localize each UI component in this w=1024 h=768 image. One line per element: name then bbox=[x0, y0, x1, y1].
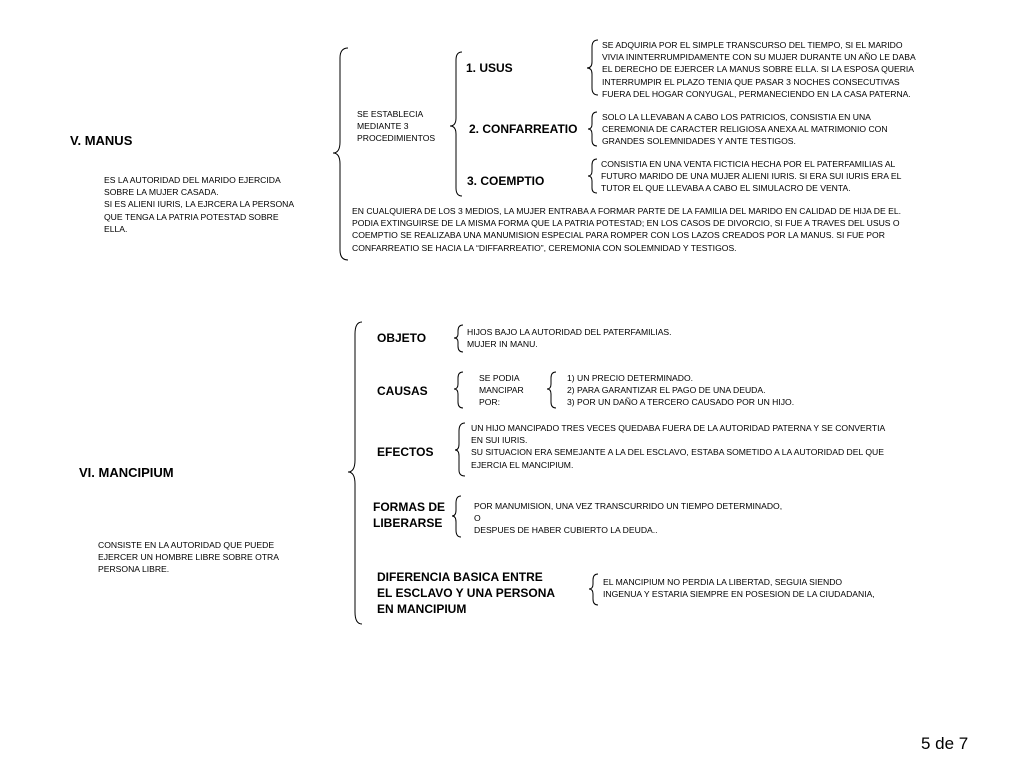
efectos-brace bbox=[455, 423, 465, 476]
usus-brace bbox=[587, 40, 598, 95]
formas-label: FORMAS DE LIBERARSE bbox=[373, 500, 445, 530]
diferencia-brace bbox=[589, 574, 598, 605]
procedures-brace bbox=[450, 52, 462, 196]
confarreatio-text: SOLO LA LLEVABAN A CABO LOS PATRICIOS, CONSISTIA EN UNA CEREMONIA DE CARACTER RELIGIOSA ANEXA AL MATRIMONIO CON GRANDES SOLEMNIDADES Y ANTE TESTIGOS. bbox=[602, 112, 888, 147]
causas-label: CAUSAS bbox=[377, 384, 428, 398]
confarreatio-brace bbox=[588, 112, 597, 146]
objeto-label: OBJETO bbox=[377, 331, 427, 345]
efectos-text: UN HIJO MANCIPADO TRES VECES QUEDABA FUERA DE LA AUTORIDAD PATERNA Y SE CONVERTIA EN SUI IURIS. SU SITUACION ERA SEMEJANTE A LA DEL ESCLAVO, ESTABA SOMETIDO A LA AUTORIDAD DEL QUE EJERCIA EL MANCIPIUM. bbox=[471, 423, 886, 470]
diferencia-text: EL MANCIPIUM NO PERDIA LA LIBERTAD, SEGUIA SIENDO INGENUA Y ESTARIA SIEMPRE EN POSESION DE LA CIUDADANIA, bbox=[603, 577, 875, 600]
coemptio-text: CONSISTIA EN UNA VENTA FICTICIA HECHA POR EL PATERFAMILIAS AL FUTURO MARIDO DE UNA MUJER ALIENI IURIS. SI ERA SUI IURIS ERA EL TUTOR EL QUE LLEVABA A CABO EL SIMULACRO DE VENTA. bbox=[601, 159, 902, 194]
causas-items: 1) UN PRECIO DETERMINADO. 2) PARA GARANTIZAR EL PAGO DE UNA DEUDA. 3) POR UN DAÑO A TERCERO CAUSADO POR UN HIJO. bbox=[567, 373, 795, 408]
manus-extinction-text: EN CUALQUIERA DE LOS 3 MEDIOS, LA MUJER ENTRABA A FORMAR PARTE DE LA FAMILIA DEL MARIDO EN CALIDAD DE HIJA DE EL. PODIA EXTINGUIRSE DE LA MISMA FORMA QUE LA PATRIA POTESTAD; EN LOS CASOS DE DIVORCIO, SI FUE A TRAVES DEL USUS O COEMPTIO SE REALIZABA UNA MANUMISION ESPECIAL PARA ROMPER CON LOS LAZOS CREADOS POR LA MANUS. SI FUE POR CONFARREATIO SE HACIA LA “DIFFARREATIO”, CEREMONIA CON SOLEMNIDAD Y TESTIGOS. bbox=[352, 206, 902, 253]
mancipium-big-brace bbox=[348, 322, 362, 624]
usus-label: 1. USUS bbox=[466, 61, 513, 75]
coemptio-label: 3. COEMPTIO bbox=[467, 174, 545, 188]
efectos-label: EFECTOS bbox=[377, 445, 434, 459]
diferencia-label: DIFERENCIA BASICA ENTRE EL ESCLAVO Y UNA PERSONA EN MANCIPIUM bbox=[377, 570, 556, 616]
manus-title: V. MANUS bbox=[70, 133, 133, 148]
causas-brace bbox=[454, 372, 463, 408]
objeto-text: HIJOS BAJO LA AUTORIDAD DEL PATERFAMILIAS. MUJER IN MANU. bbox=[467, 327, 672, 350]
usus-text: SE ADQUIRIA POR EL SIMPLE TRANSCURSO DEL TIEMPO, SI EL MARIDO VIVIA ININTERRUMPIDAMENTE CON SU MUJER DURANTE UN AÑO LE DABA EL DERECHO DE EJERCER LA MANUS SOBRE ELLA. SI LA ESPOSA QUERIA INTERRUMPIR EL PLAZO TENIA QUE PASAR 3 NOCHES CONSECUTIVAS FUERA DEL HOGAR CONYUGAL, PERMANECIENDO EN LA CASA PATERNA. bbox=[602, 40, 916, 99]
page-number: 5 de 7 bbox=[921, 734, 969, 753]
objeto-brace bbox=[454, 325, 463, 352]
confarreatio-label: 2. CONFARREATIO bbox=[469, 122, 578, 136]
mancipium-definition: CONSISTE EN LA AUTORIDAD QUE PUEDE EJERCER UN HOMBRE LIBRE SOBRE OTRA PERSONA LIBRE. bbox=[98, 540, 279, 575]
causas-items-brace bbox=[547, 372, 556, 408]
manus-definition: ES LA AUTORIDAD DEL MARIDO EJERCIDA SOBRE LA MUJER CASADA. SI ES ALIENI IURIS, LA EJRCERA LA PERSONA QUE TENGA LA PATRIA POTESTAD SOBRE ELLA. bbox=[104, 175, 295, 234]
coemptio-brace bbox=[588, 159, 597, 193]
mancipium-title: VI. MANCIPIUM bbox=[79, 465, 174, 480]
formas-brace bbox=[452, 496, 461, 537]
causas-intro: SE PODIA MANCIPAR POR: bbox=[479, 373, 524, 408]
manus-established-text: SE ESTABLECIA MEDIANTE 3 PROCEDIMIENTOS bbox=[357, 109, 436, 144]
formas-text: POR MANUMISION, UNA VEZ TRANSCURRIDO UN TIEMPO DETERMINADO, O DESPUES DE HABER CUBIERTO LA DEUDA.. bbox=[474, 501, 783, 536]
